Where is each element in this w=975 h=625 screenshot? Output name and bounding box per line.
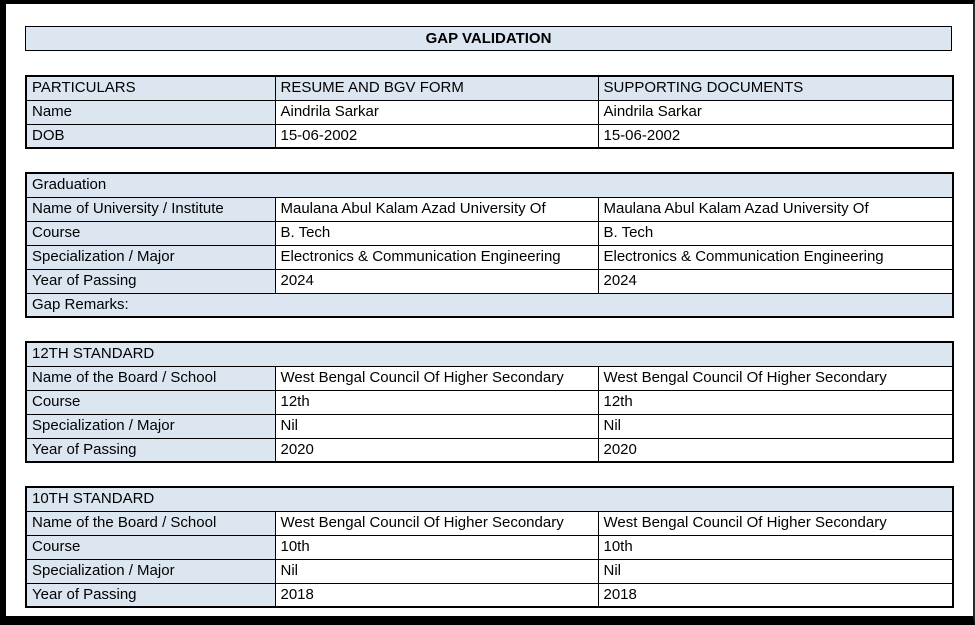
row-label-cell: Name of the Board / School	[26, 366, 275, 390]
table-row	[26, 414, 953, 438]
table-row	[26, 511, 953, 535]
table-row	[26, 390, 953, 414]
section-header-row	[26, 173, 953, 197]
table-header-row	[26, 76, 953, 100]
header-resume-bgv: RESUME AND BGV FORM	[275, 76, 598, 100]
section-header-row	[26, 487, 953, 511]
row-label-cell: Course	[26, 221, 275, 245]
table-row	[26, 559, 953, 583]
row-label-cell: Name	[26, 100, 275, 124]
section-title: Graduation	[26, 173, 953, 197]
gap-remarks-label: Gap Remarks:	[26, 293, 953, 317]
table-row	[26, 124, 953, 148]
section-title: 12TH STANDARD	[26, 342, 953, 366]
supporting-value-cell: Nil	[598, 414, 953, 438]
particulars-table	[25, 75, 954, 149]
table-row	[26, 197, 953, 221]
document-content	[6, 4, 973, 608]
row-label-cell: Specialization / Major	[26, 414, 275, 438]
supporting-value-cell: Maulana Abul Kalam Azad University Of	[598, 197, 953, 221]
row-label-cell: Year of Passing	[26, 583, 275, 607]
resume-value-cell: 2024	[275, 269, 598, 293]
resume-value-cell: Electronics & Communication Engineering	[275, 245, 598, 269]
table-row	[26, 438, 953, 462]
resume-value-cell: 2020	[275, 438, 598, 462]
header-particulars: PARTICULARS	[26, 76, 275, 100]
resume-value-cell: Aindrila Sarkar	[275, 100, 598, 124]
supporting-value-cell: Electronics & Communication Engineering	[598, 245, 953, 269]
resume-value-cell: 2018	[275, 583, 598, 607]
resume-value-cell: 10th	[275, 535, 598, 559]
supporting-value-cell: 12th	[598, 390, 953, 414]
gap-remarks-row	[26, 293, 953, 317]
supporting-value-cell: West Bengal Council Of Higher Secondary	[598, 511, 953, 535]
table-row	[26, 221, 953, 245]
supporting-value-cell: Aindrila Sarkar	[598, 100, 953, 124]
table-row	[26, 535, 953, 559]
row-label-cell: Specialization / Major	[26, 559, 275, 583]
resume-value-cell: B. Tech	[275, 221, 598, 245]
row-label-cell: Year of Passing	[26, 269, 275, 293]
table-row	[26, 366, 953, 390]
page-title: GAP VALIDATION	[25, 26, 952, 51]
tenth-standard-table	[25, 486, 954, 608]
resume-value-cell: 12th	[275, 390, 598, 414]
supporting-value-cell: 15-06-2002	[598, 124, 953, 148]
resume-value-cell: Nil	[275, 559, 598, 583]
resume-value-cell: 15-06-2002	[275, 124, 598, 148]
table-row	[26, 245, 953, 269]
row-label-cell: Specialization / Major	[26, 245, 275, 269]
supporting-value-cell: 2024	[598, 269, 953, 293]
row-label-cell: Name of the Board / School	[26, 511, 275, 535]
twelfth-standard-table	[25, 341, 954, 463]
table-row	[26, 583, 953, 607]
graduation-table	[25, 172, 954, 318]
section-title: 10TH STANDARD	[26, 487, 953, 511]
header-supporting-docs: SUPPORTING DOCUMENTS	[598, 76, 953, 100]
resume-value-cell: West Bengal Council Of Higher Secondary	[275, 511, 598, 535]
supporting-value-cell: 2020	[598, 438, 953, 462]
row-label-cell: Name of University / Institute	[26, 197, 275, 221]
resume-value-cell: Nil	[275, 414, 598, 438]
supporting-value-cell: 2018	[598, 583, 953, 607]
resume-value-cell: West Bengal Council Of Higher Secondary	[275, 366, 598, 390]
section-header-row	[26, 342, 953, 366]
row-label-cell: Year of Passing	[26, 438, 275, 462]
resume-value-cell: Maulana Abul Kalam Azad University Of	[275, 197, 598, 221]
table-row	[26, 100, 953, 124]
row-label-cell: Course	[26, 390, 275, 414]
supporting-value-cell: B. Tech	[598, 221, 953, 245]
supporting-value-cell: West Bengal Council Of Higher Secondary	[598, 366, 953, 390]
row-label-cell: Course	[26, 535, 275, 559]
supporting-value-cell: 10th	[598, 535, 953, 559]
row-label-cell: DOB	[26, 124, 275, 148]
table-row	[26, 269, 953, 293]
supporting-value-cell: Nil	[598, 559, 953, 583]
